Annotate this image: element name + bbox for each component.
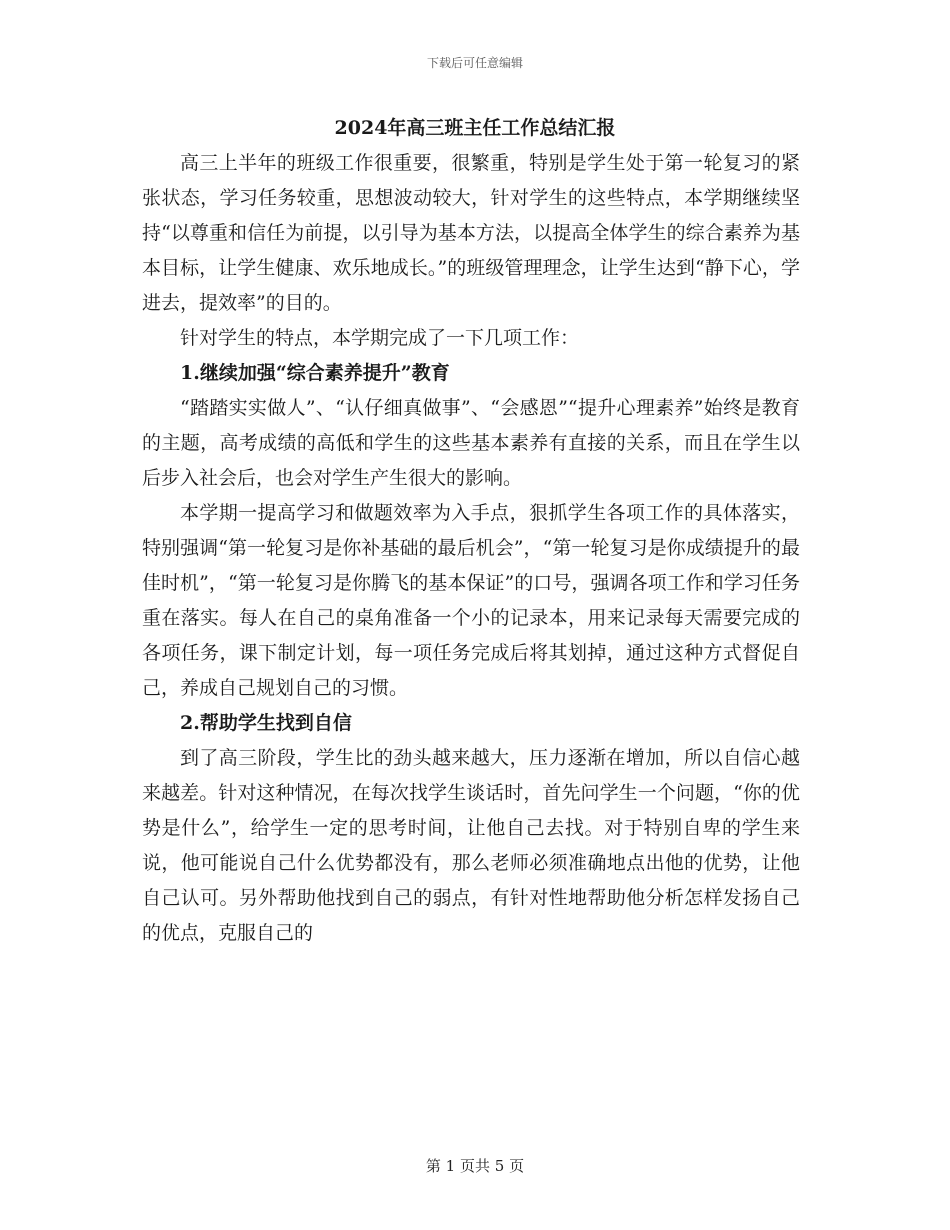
lead-paragraph: 针对学生的特点，本学期完成了一下几项工作： [180,327,580,349]
intro-paragraph: 高三上半年的班级工作很重要，很繁重，特别是学生处于第一轮复习的紧张状态，学习任务较重，思想波动较大，针对学生的这些特点，本学期继续坚持“以尊重和信任为前提，以引导为基本方法，以提高全体学生的综合素养为基本目标，让学生健康、欢乐地成长。”的班级管理理念，让学生达到“静下心，学进去，提效率”的目的。 [142,152,800,314]
section-1-paragraph-1: “踏踏实实做人”、“认仔细真做事”、“会感恩”“提升心理素养”始终是教育的主题，高考成绩的高低和学生的这些基本素养有直接的关系，而且在学生以后步入社会后，也会对学生产生很大的影响。 [142,397,800,489]
document-title: 2024年高三班主任工作总结汇报 [334,117,616,139]
document-body [142,146,800,951]
header-note: 下载后可任意编辑 [426,56,523,70]
section-1-paragraph-2: 本学期一提高学习和做题效率为入手点，狠抓学生各项工作的具体落实，特别强调“第一轮复习是你补基础的最后机会”，“第一轮复习是你成绩提升的最佳时机”，“第一轮复习是你腾飞的基本保证”的口号，强调各项工作和学习任务重在落实。每人在自己的桌角准备一个小的记录本，用来记录每天需要完成的各项任务，课下制定计划，每一项任务完成后将其划掉，通过这种方式督促自己，养成自己规划自己的习惯。 [142,502,800,699]
section-2-heading: 2.帮助学生找到自信 [180,712,352,734]
section-1-heading: 1.继续加强“综合素养提升”教育 [180,362,450,384]
section-2-paragraph-1: 到了高三阶段，学生比的劲头越来越大，压力逐渐在增加，所以自信心越来越差。针对这种情况，在每次找学生谈话时，首先问学生一个问题，“你的优势是什么”，给学生一定的思考时间，让他自己去找。对于特别自卑的学生来说，他可能说自己什么优势都没有，那么老师必须准确地点出他的优势，让他自己认可。另外帮助他找到自己的弱点，有针对性地帮助他分析怎样发扬自己的优点，克服自己的 [142,747,800,944]
page-indicator: 第 1 页共 5 页 [425,1157,525,1175]
